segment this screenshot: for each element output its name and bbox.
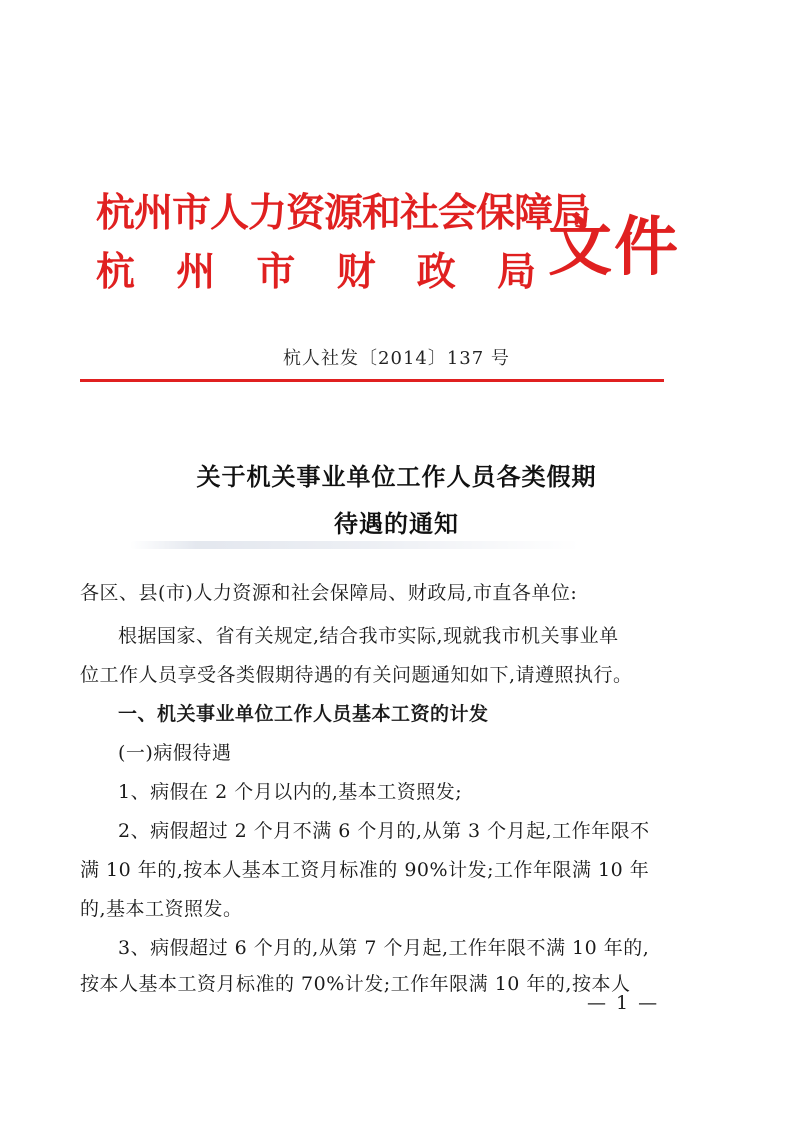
intro-line-1: 根据国家、省有关规定,结合我市实际,现就我市机关事业单: [118, 625, 619, 647]
document-title-line-2: 待遇的通知: [334, 509, 459, 538]
issuer-line-2-char: 杭: [96, 249, 136, 295]
item-3-line-1: 3、病假超过 6 个月的,从第 7 个月起,工作年限不满 10 年的,: [118, 937, 650, 959]
subsection-1-heading: (一)病假待遇: [118, 742, 232, 764]
issuer-line-2-char: 局: [496, 249, 536, 295]
scan-smudge: [130, 541, 580, 549]
item-3-line-2: 按本人基本工资月标准的 70%计发;工作年限满 10 年的,按本人: [80, 973, 631, 995]
page-number: — 1 —: [587, 992, 660, 1014]
issuer-line-2-char: 财: [336, 249, 376, 295]
issuer-line-2-char: 政: [416, 249, 456, 295]
issuer-line-2-char: 州: [176, 249, 216, 295]
red-divider-rule: [80, 379, 664, 382]
item-2-line-1: 2、病假超过 2 个月不满 6 个月的,从第 3 个月起,工作年限不: [118, 820, 650, 842]
salutation: 各区、县(市)人力资源和社会保障局、财政局,市直各单位:: [80, 582, 578, 604]
item-2-line-3: 的,基本工资照发。: [80, 898, 243, 920]
issuer-line-2-char: 市: [256, 249, 296, 295]
item-1: 1、病假在 2 个月以内的,基本工资照发;: [118, 781, 463, 803]
item-2-line-2: 满 10 年的,按本人基本工资月标准的 90%计发;工作年限满 10 年: [80, 859, 650, 881]
intro-line-2: 位工作人员享受各类假期待遇的有关问题通知如下,请遵照执行。: [80, 664, 633, 686]
section-1-heading: 一、机关事业单位工作人员基本工资的计发: [118, 703, 489, 725]
issuer-line-1: 杭州市人力资源和社会保障局: [96, 190, 591, 236]
document-number: 杭人社发〔2014〕137 号: [283, 348, 510, 369]
document-title-line-1: 关于机关事业单位工作人员各类假期: [196, 462, 597, 491]
document-type-label: 文件: [548, 210, 680, 285]
issuer-line-2: [96, 241, 536, 297]
